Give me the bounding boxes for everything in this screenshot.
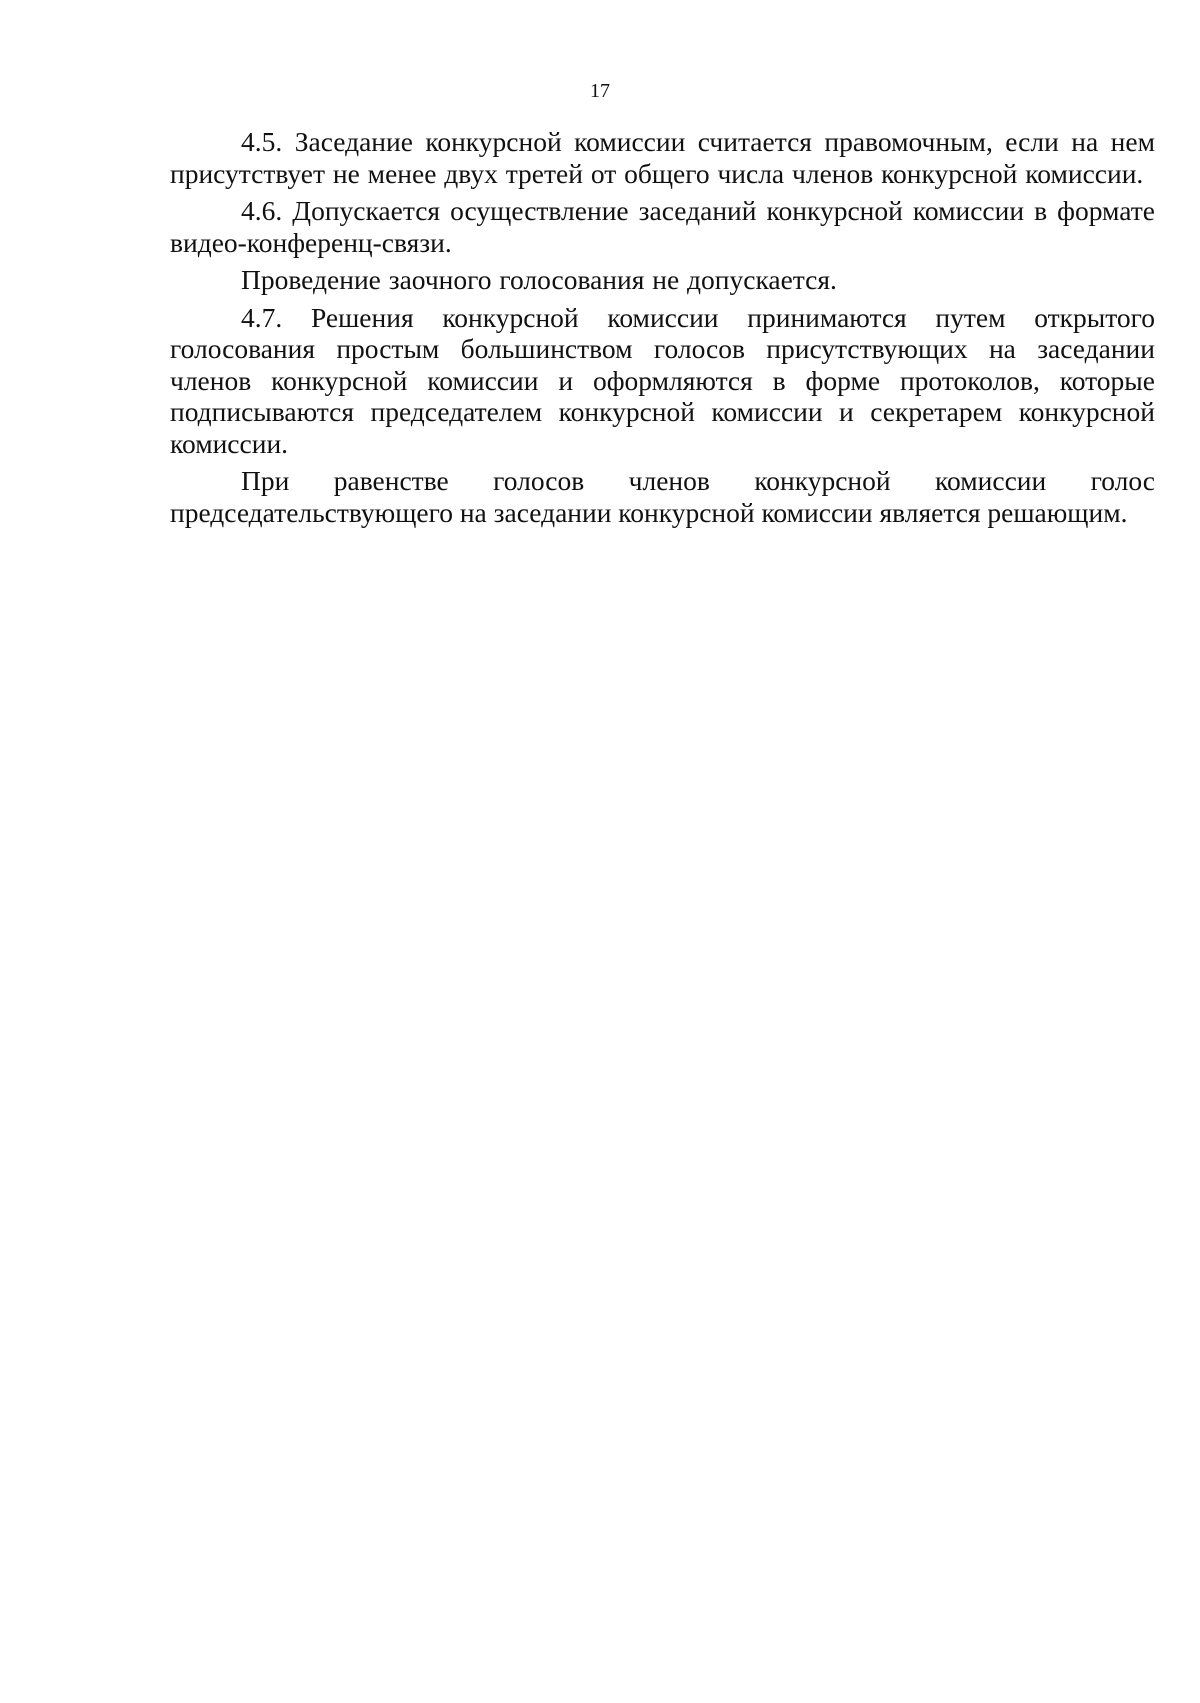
paragraph-tie-vote: При равенстве голосов членов конкурсной комиссии голос председательствующего на заседании конкурсной комиссии является решающим. — [170, 465, 1155, 528]
paragraph-4-7: 4.7. Решения конкурсной комиссии принимаются путем открытого голосования простым большинством голосов присутствующих на заседании членов конкурсной комиссии и оформляются в форме протоколов, которые подписываются председателем конкурсной комиссии и секретарем конкурсной комиссии. — [170, 301, 1155, 459]
paragraph-4-6: 4.6. Допускается осуществление заседаний конкурсной комиссии в формате видео-конференц-связи. — [170, 195, 1155, 258]
paragraph-absentee-voting: Проведение заочного голосования не допускается. — [241, 264, 837, 295]
document-body — [170, 126, 1155, 534]
page-number: 17 — [590, 80, 610, 102]
paragraph-4-5: 4.5. Заседание конкурсной комиссии считается правомочным, если на нем присутствует не менее двух третей от общего числа членов конкурсной комиссии. — [170, 126, 1155, 189]
